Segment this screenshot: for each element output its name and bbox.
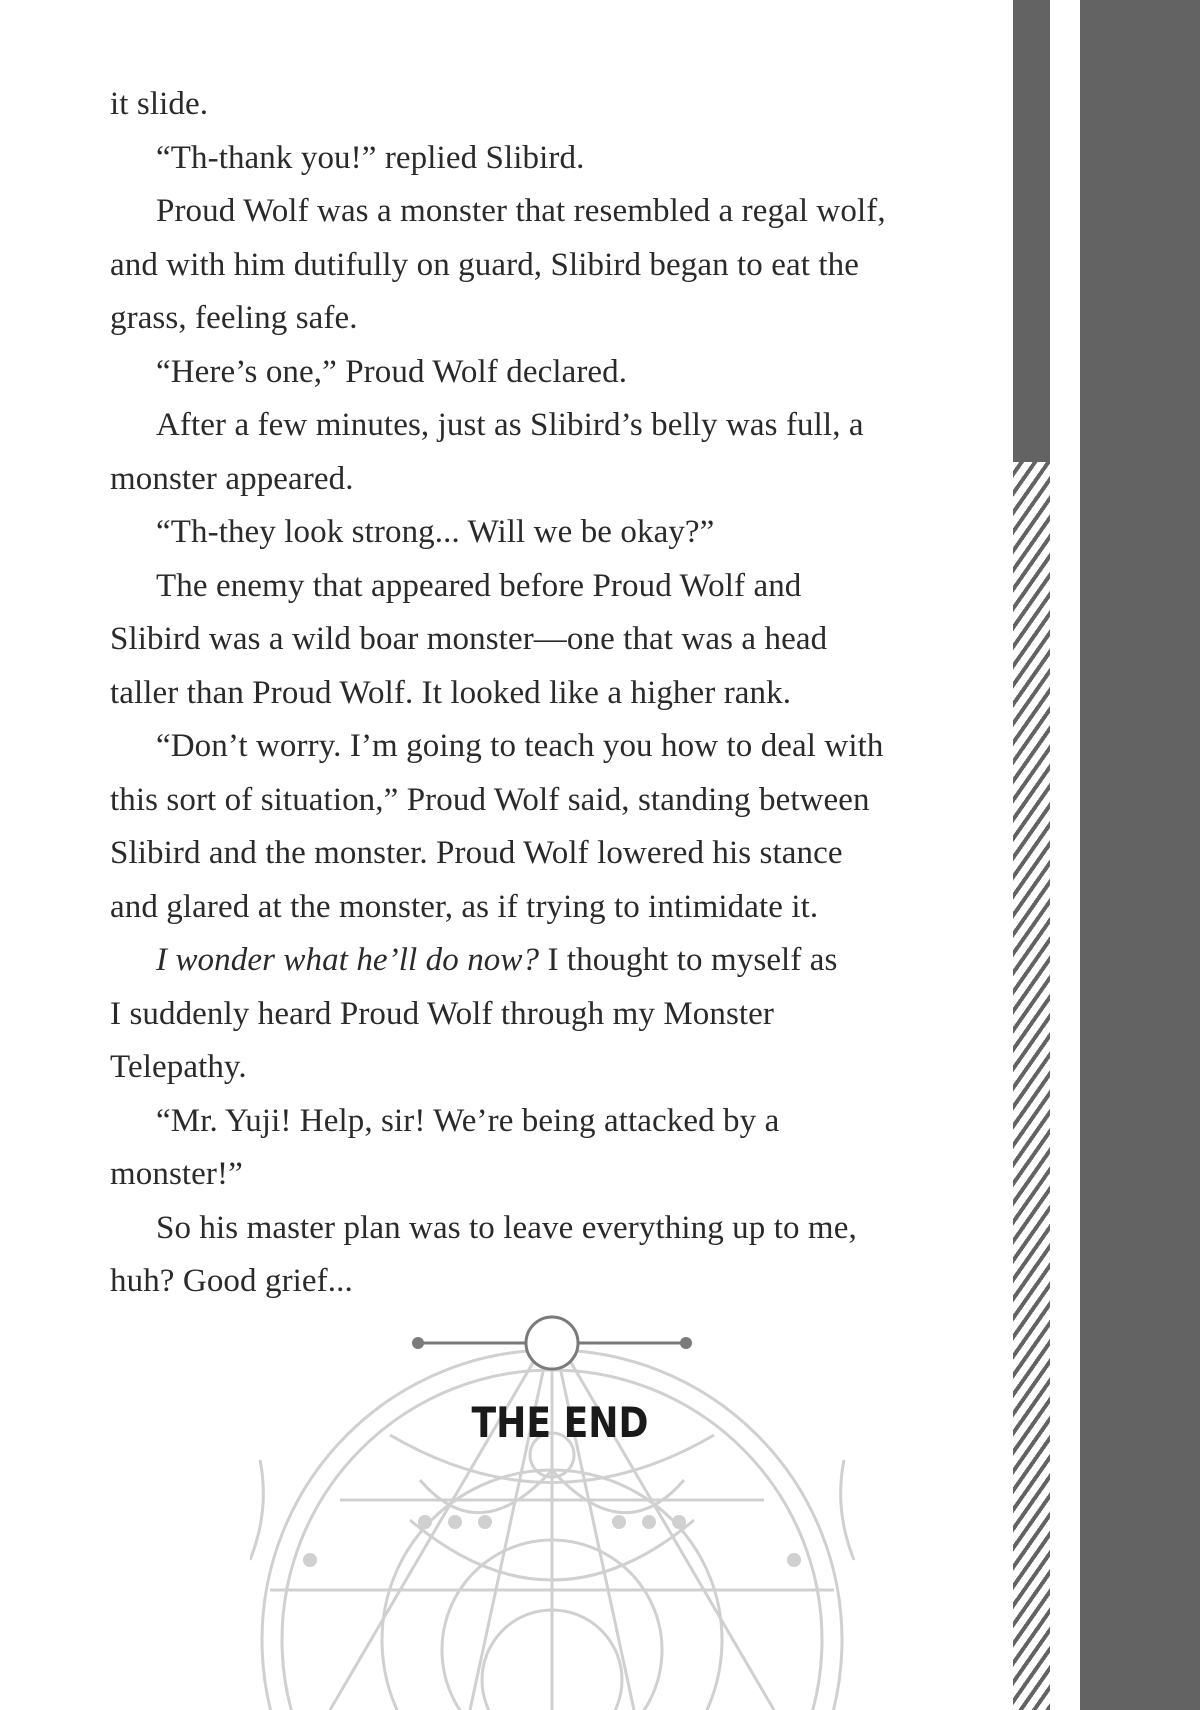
text-line: “Here’s one,” Proud Wolf declared. xyxy=(156,353,628,390)
text-line: So his master plan was to leave everything up to me, xyxy=(156,1209,857,1246)
text-line: “Mr. Yuji! Help, sir! We’re being attacked by a xyxy=(156,1102,780,1139)
text-line: The enemy that appeared before Proud Wolf and xyxy=(156,567,802,604)
italic-thought: I wonder what he’ll do now? xyxy=(156,942,540,978)
text-line: “Don’t worry. I’m going to teach you how to deal with xyxy=(156,728,884,764)
text-line: Slibird and the monster. Proud Wolf lowered his stance xyxy=(110,835,843,871)
text-line: Slibird was a wild boar monster—one that was a head xyxy=(110,621,828,657)
text-line: monster!” xyxy=(110,1156,243,1192)
text-line: it slide. xyxy=(110,86,209,122)
side-decoration-stripes xyxy=(1013,462,1050,1710)
text-line: grass, feeling safe. xyxy=(110,300,358,336)
text-line: “Th-thank you!” replied Slibird. xyxy=(156,139,585,176)
text-line: taller than Proud Wolf. It looked like a higher rank. xyxy=(110,674,792,711)
story-text xyxy=(110,78,970,1309)
text-line: After a few minutes, just as Slibird’s belly was full, a xyxy=(156,407,864,443)
text-line: “Th-they look strong... Will we be okay?” xyxy=(156,514,715,550)
text-line: Proud Wolf was a monster that resembled a regal wolf, xyxy=(156,193,886,229)
text-line: huh? Good grief... xyxy=(110,1263,353,1299)
magic-circle-emblem xyxy=(250,1310,870,1710)
text-line: and with him dutifully on guard, Slibird began to eat the xyxy=(110,246,859,283)
text-line: and glared at the monster, as if trying to intimidate it. xyxy=(110,888,819,925)
text-line: monster appeared. xyxy=(110,460,354,497)
text-fragment: I thought to myself as xyxy=(539,942,838,978)
the-end-title: THE END xyxy=(471,1398,649,1447)
side-decoration-bar xyxy=(1013,0,1050,462)
side-decoration-wide-bar xyxy=(1080,0,1200,1710)
text-line xyxy=(110,934,970,988)
text-line: Telepathy. xyxy=(110,1049,247,1085)
text-line: I suddenly heard Proud Wolf through my Monster xyxy=(110,995,775,1032)
text-line: this sort of situation,” Proud Wolf said, standing between xyxy=(110,781,870,818)
